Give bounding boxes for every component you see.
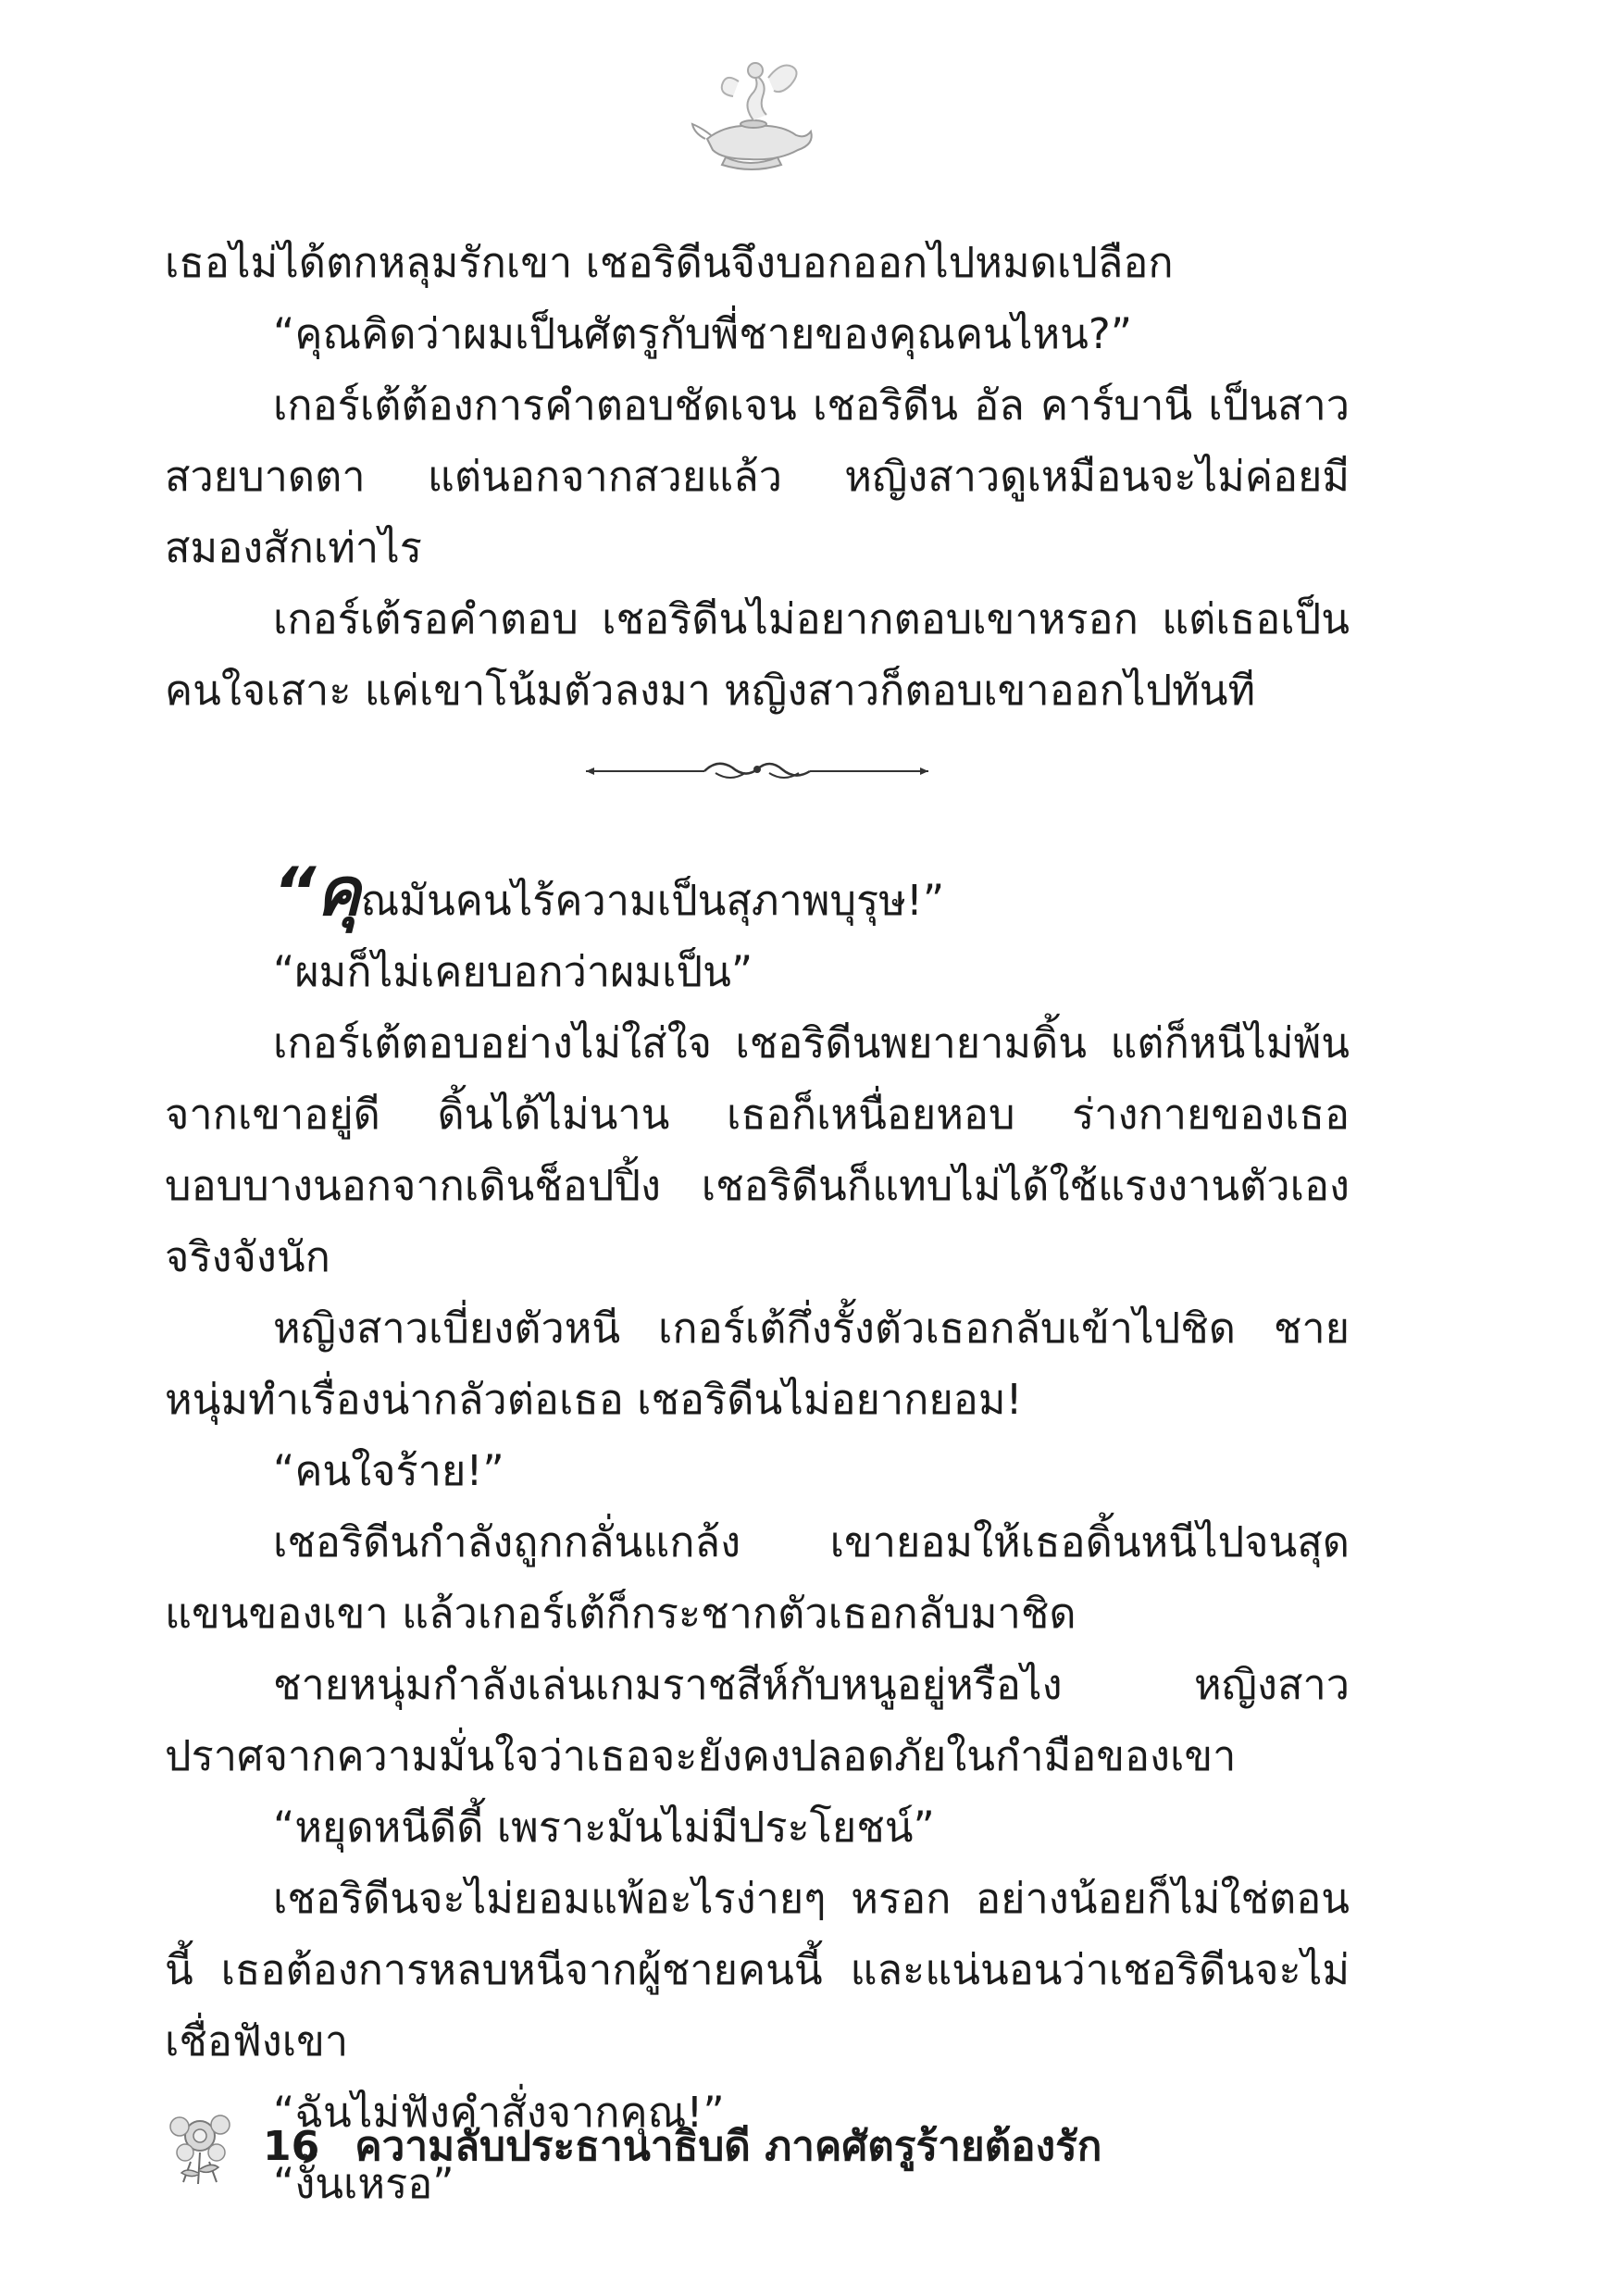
drop-cap: “คุ — [273, 853, 361, 930]
page-footer — [165, 2100, 1368, 2192]
flourish-divider-icon — [586, 750, 928, 792]
paragraph-8: หญิงสาวเบี่ยงตัวหนี เกอร์เต้กึ่งรั้งตัวเธอกลับเข้าไปชิด ชายหนุ่มทำเรื่องน่ากลัวต่อเธอ เชอริดีนไม่อยากยอม! — [165, 1304, 1350, 1424]
paragraph-5 — [165, 853, 1350, 936]
paragraph-4: เกอร์เต้รอคำตอบ เชอริดีนไม่อยากตอบเขาหรอก แต่เธอเป็นคนใจเสาะ แค่เขาโน้มตัวลงมา หญิงสาวก็ตอบเขาออกไปทันที — [165, 594, 1350, 715]
scene-break-divider — [165, 726, 1350, 865]
paragraph-13: เชอริดีนจะไม่ยอมแพ้อะไรง่ายๆ หรอก อย่างน้อยก็ไม่ใช่ตอนนี้ เธอต้องการหลบหนีจากผู้ชายคนนี้ และแน่นอนว่าเชอริดีนจะไม่เชื่อฟังเขา — [165, 1874, 1350, 2065]
paragraph-3: เกอร์เต้ต้องการคำตอบชัดเจน เชอริดีน อัล คาร์บานี เป็นสาวสวยบาดตา แต่นอกจากสวยแล้ว หญิงสาวดูเหมือนจะไม่ค่อยมีสมองสักเท่าไร — [165, 381, 1350, 572]
flower-bouquet-icon — [165, 2104, 235, 2188]
paragraph-6: “ผมก็ไม่เคยบอกว่าผมเป็น” — [273, 947, 753, 996]
story-text — [165, 227, 1350, 2219]
page-number: 16 — [263, 2122, 320, 2170]
paragraph-5-text: ณมันคนไร้ความเป็นสุภาพบุรุษ!” — [360, 876, 945, 925]
paragraph-1: เธอไม่ได้ตกหลุมรักเขา เชอริดีนจึงบอกออกไปหมดเปลือก — [165, 238, 1174, 287]
paragraph-10: เชอริดีนกำลังถูกกลั่นแกล้ง เขายอมให้เธอดิ้นหนีไปจนสุดแขนของเขา แล้วเกอร์เต้ก็กระชากตัวเธอกลับมาชิด — [165, 1517, 1350, 1638]
paragraph-14: “ฉันไม่ฟังคำสั่งจากคุณ!” — [273, 2088, 725, 2137]
book-title: ความลับประธานาธิบดี ภาคศัตรูร้ายต้องรัก — [355, 2123, 1102, 2170]
paragraph-15: “งั้นเหรอ” — [273, 2159, 454, 2208]
paragraph-11: ชายหนุ่มกำลังเล่นเกมราชสีห์กับหนูอยู่หรือไง หญิงสาวปราศจากความมั่นใจว่าเธอจะยังคงปลอดภัยในกำมือของเขา — [165, 1660, 1350, 1780]
paragraph-2: “คุณคิดว่าผมเป็นศัตรูกับพี่ชายของคุณคนไหน?” — [273, 309, 1133, 358]
paragraph-9: “คนใจร้าย!” — [273, 1446, 504, 1495]
paragraph-12: “หยุดหนีดีดี้ เพราะมันไม่มีประโยชน์” — [273, 1803, 935, 1852]
paragraph-7: เกอร์เต้ตอบอย่างไม่ใส่ใจ เชอริดีนพยายามดิ้น แต่ก็หนีไม่พ้นจากเขาอยู่ดี ดิ้นได้ไม่นาน เธอก็เหนื่อยหอบ ร่างกายของเธอบอบบางนอกจากเดินช็อปปิ้ง เชอริดีนก็แทบไม่ได้ใช้แรงงานตัวเองจริงจังนัก — [165, 1018, 1350, 1281]
genie-lamp-ornament-icon — [689, 54, 818, 174]
